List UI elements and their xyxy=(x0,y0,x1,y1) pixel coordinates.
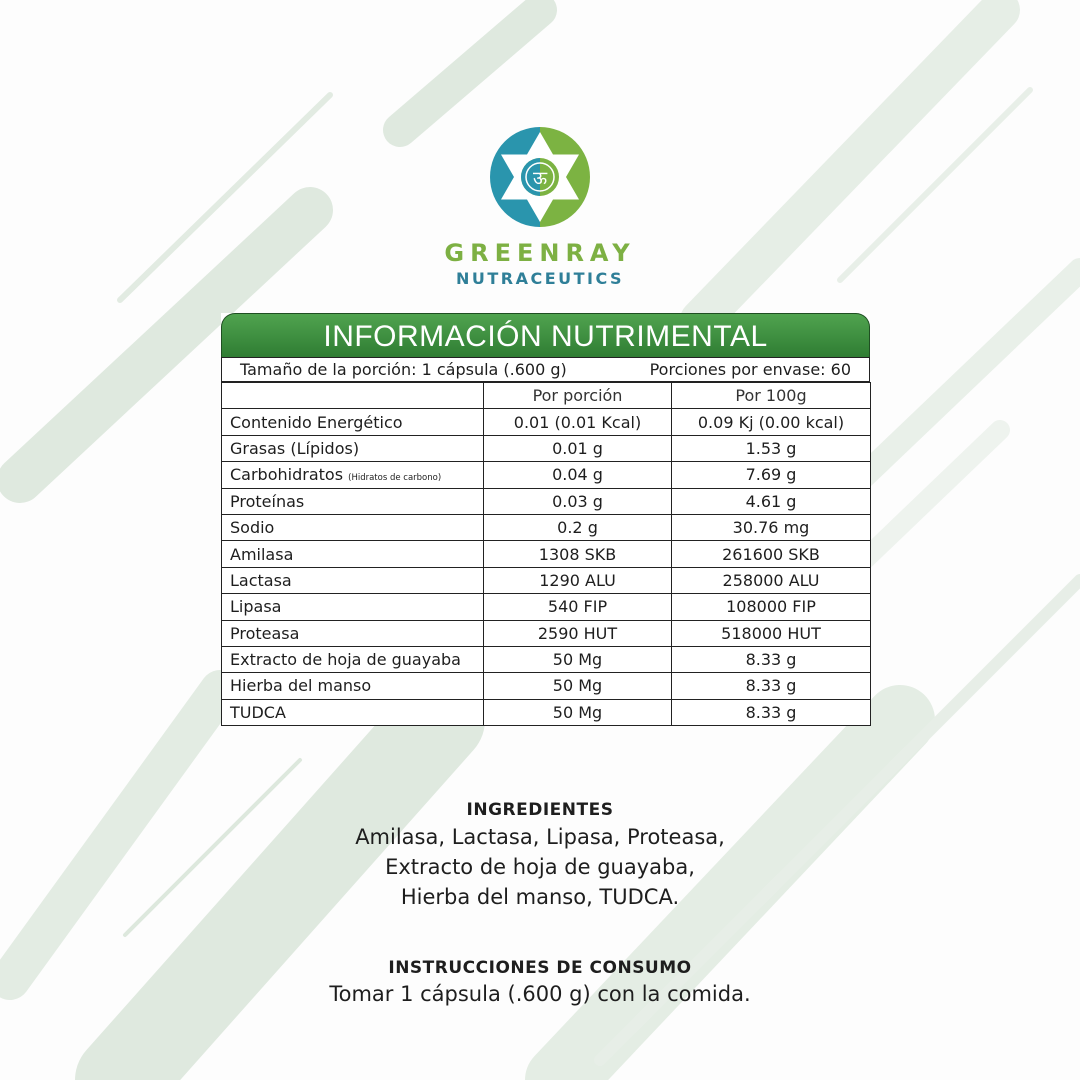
nutrient-label: Amilasa xyxy=(230,544,294,564)
nutrient-label: Carbohidratos xyxy=(230,465,344,485)
nutrient-name xyxy=(222,646,484,672)
nutrient-name xyxy=(222,594,484,620)
header-per-100g: Por 100g xyxy=(672,383,871,409)
value-per-100g: 261600 SKB xyxy=(672,541,871,567)
value-per-100g: 1.53 g xyxy=(672,435,871,461)
ingredients-line: Hierba del manso, TUDCA. xyxy=(400,885,680,909)
table-row xyxy=(222,567,871,593)
nutrient-label: Lactasa xyxy=(230,570,292,590)
nutrient-label: TUDCA xyxy=(230,702,286,722)
table-row xyxy=(222,541,871,567)
serving-size: Tamaño de la porción: 1 cápsula (.600 g) xyxy=(240,360,567,379)
nutrient-name xyxy=(222,488,484,514)
nutrient-label: Grasas (Lípidos) xyxy=(230,438,360,458)
value-per-serving: 0.01 (0.01 Kcal) xyxy=(484,409,672,435)
nutrient-name xyxy=(222,567,484,593)
value-per-serving: 50 Mg xyxy=(484,673,672,699)
value-per-serving: 2590 HUT xyxy=(484,620,672,646)
instructions-title: INSTRUCCIONES DE CONSUMO xyxy=(388,958,692,978)
value-per-100g: 8.33 g xyxy=(672,646,871,672)
value-per-serving: 50 Mg xyxy=(484,646,672,672)
nutrient-name xyxy=(222,435,484,461)
servings-per-container: Porciones por envase: 60 xyxy=(649,360,851,379)
nutrition-table-body xyxy=(222,409,871,726)
value-per-serving: 0.03 g xyxy=(484,488,672,514)
nutrient-name xyxy=(222,673,484,699)
table-row xyxy=(222,673,871,699)
nutrient-label: Proteasa xyxy=(230,623,300,643)
table-row xyxy=(222,646,871,672)
value-per-100g: 8.33 g xyxy=(672,673,871,699)
value-per-100g: 8.33 g xyxy=(672,699,871,725)
value-per-serving: 540 FIP xyxy=(484,594,672,620)
nutrient-name xyxy=(222,541,484,567)
ingredients-line: Extracto de hoja de guayaba, xyxy=(385,855,695,879)
table-row xyxy=(222,699,871,725)
ingredients-line: Amilasa, Lactasa, Lipasa, Proteasa, xyxy=(355,825,725,849)
nutrient-name xyxy=(222,620,484,646)
table-row xyxy=(222,435,871,461)
ingredients-text xyxy=(0,822,1080,912)
brand-subtitle: NUTRACEUTICS xyxy=(455,269,625,288)
nutrient-name xyxy=(222,699,484,725)
ingredients-title: INGREDIENTES xyxy=(466,800,614,820)
table-row xyxy=(222,514,871,540)
value-per-100g: 108000 FIP xyxy=(672,594,871,620)
value-per-100g: 258000 ALU xyxy=(672,567,871,593)
nutrient-label: Proteínas xyxy=(230,491,305,511)
value-per-serving: 0.2 g xyxy=(484,514,672,540)
nutrient-label: Contenido Energético xyxy=(230,412,403,432)
nutrient-label: Hierba del manso xyxy=(230,676,372,696)
nutrient-label: Lipasa xyxy=(230,597,282,617)
value-per-serving: 1290 ALU xyxy=(484,567,672,593)
value-per-serving: 1308 SKB xyxy=(484,541,672,567)
brand-name: GREENRAY xyxy=(444,239,636,267)
value-per-100g: 0.09 Kj (0.00 kcal) xyxy=(672,409,871,435)
value-per-serving: 50 Mg xyxy=(484,699,672,725)
nutrient-label: Extracto de hoja de guayaba xyxy=(230,650,461,670)
nutrient-note: (Hidratos de carbono) xyxy=(348,473,442,484)
nutrient-name xyxy=(222,462,484,488)
table-row xyxy=(222,462,871,488)
nutrition-table xyxy=(221,382,871,726)
header-per-serving: Por porción xyxy=(484,383,672,409)
star-emblem-icon xyxy=(488,125,592,229)
table-row xyxy=(222,488,871,514)
value-per-100g: 30.76 mg xyxy=(672,514,871,540)
nutrition-facts-panel xyxy=(221,313,870,726)
instructions-text: Tomar 1 cápsula (.600 g) con la comida. xyxy=(329,982,751,1006)
table-row xyxy=(222,409,871,435)
table-row xyxy=(222,620,871,646)
table-row xyxy=(222,594,871,620)
value-per-100g: 518000 HUT xyxy=(672,620,871,646)
brand-logo xyxy=(0,125,1080,288)
nutrition-title: INFORMACIÓN NUTRIMENTAL xyxy=(221,313,870,357)
table-header-row xyxy=(222,383,871,409)
om-symbol: ऊ xyxy=(532,168,548,189)
header-blank xyxy=(222,383,484,409)
nutrient-name xyxy=(222,514,484,540)
serving-info-row xyxy=(221,357,870,382)
value-per-100g: 7.69 g xyxy=(672,462,871,488)
value-per-serving: 0.04 g xyxy=(484,462,672,488)
nutrient-name xyxy=(222,409,484,435)
value-per-100g: 4.61 g xyxy=(672,488,871,514)
value-per-serving: 0.01 g xyxy=(484,435,672,461)
nutrient-label: Sodio xyxy=(230,518,275,538)
